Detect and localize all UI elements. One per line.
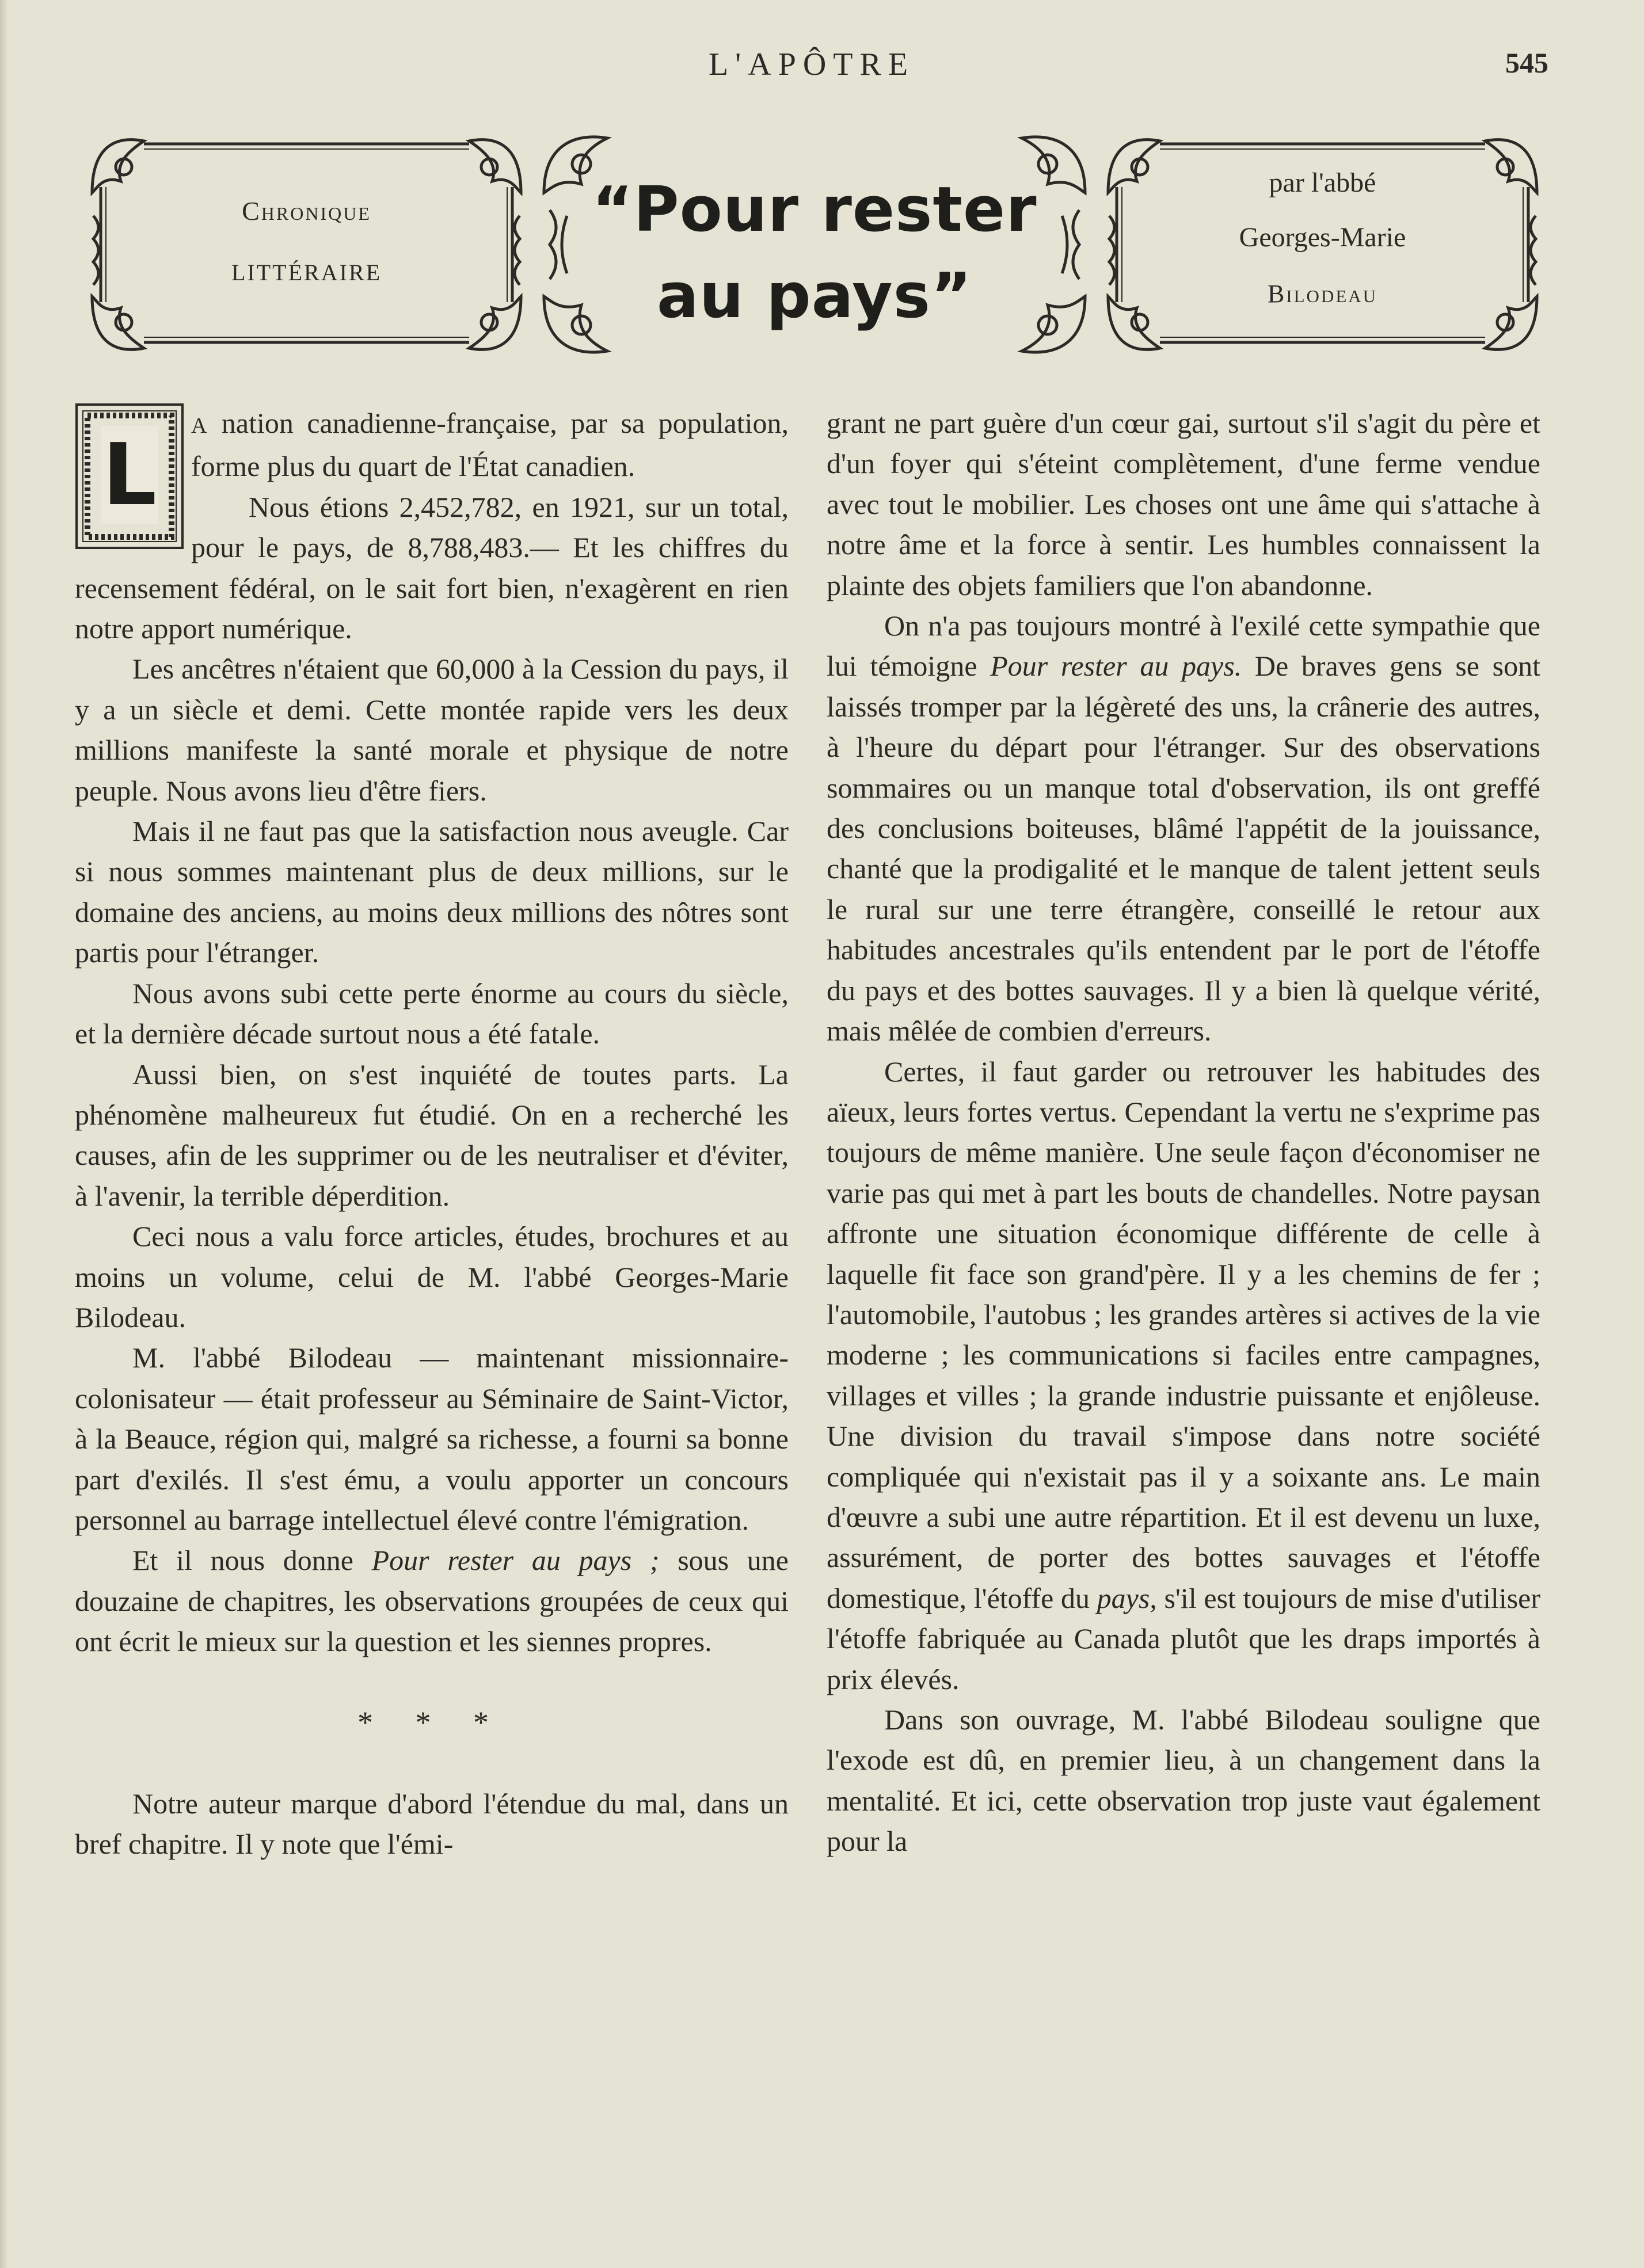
paragraph: Aussi bien, on s'est inquiété de toutes parts. La phénomène malheureux fut étudié. On en a recherché les causes, afin de les supprimer ou de les neutraliser et d'éviter, à l'avenir, la terrible déperdition. [75,1058,789,1212]
running-head [0,46,1644,92]
section-separator: * * * [357,1705,506,1740]
paragraph: grant ne part guère d'un cœur gai, surtout s'il s'agit du père et d'un foyer qui s'éteint complètement, d'une ferme vendue avec tout le mobilier. Les choses ont une âme qui s'attache à notre âme et la force à sentir. Les humbles connaissent la plainte des objets familiers que l'on abandonne. [827,407,1540,601]
headline-line-1: “Pour rester [592,174,1037,246]
paragraph-text: nation canadienne-française, par sa population, forme plus du quart de l'État canadien. [191,407,789,483]
page-number: 545 [1505,47,1548,79]
byline-firstname: Georges-Marie [1239,222,1406,253]
headline [527,167,1102,340]
drop-cap-letter: L [101,426,158,524]
paragraph [75,403,789,524]
byline-frame [1097,124,1548,365]
headline-frame [527,124,1102,365]
section-frame [81,124,532,365]
paragraph-text: s'il est toujours de mise d'utiliser l'étoffe fabriquée au Canada plutôt que les draps importés à prix élevés. [827,1581,1541,1695]
book-title: Pour rester au pays ; [371,1544,660,1577]
paragraph: Notre auteur marque d'abord l'étendue du mal, dans un bref chapitre. Il y note que l'émi- [75,1787,789,1860]
paragraph-text: On n'a pas toujours montré à l'exilé cette sympathie que lui témoigne [827,609,1540,683]
paragraph: Les ancêtres n'étaient que 60,000 à la Cession du pays, il y a un siècle et demi. Cette montée rapide vers les deux millions manifeste la santé morale et physique de notre peuple. Nous avons lieu d'être fiers. [75,653,789,807]
paragraph [827,1051,1540,1700]
byline-surname: Bilodeau [1267,280,1378,308]
paragraph: Nous étions 2,452,782, en 1921, sur un total, pour le pays, de 8,788,483.— Et les chiffres du recensement fédéral, on le sait fort bien, n'exagèrent en rien notre apport numérique. [75,490,789,645]
article-column-left [75,403,789,1864]
drop-cap [75,403,184,550]
paragraph-text: sous une douzaine de chapitres, les observations groupées de ceux qui ont écrit le mieux sur la question et les siennes propres. [75,1544,789,1658]
running-title: L'APÔTRE [708,47,915,82]
small-capital: A [191,414,208,438]
headline-line-2: au pays” [657,260,972,332]
paragraph: Mais il ne faut pas que la satisfaction nous aveugle. Car si nous sommes maintenant plus de deux millions, sur le domaine des anciens, au moins deux millions des nôtres sont partis pour l'étranger. [75,815,789,969]
paragraph-text: Certes, il faut garder ou retrouver les habitudes des aïeux, leurs fortes vertus. Cependant la vertu ne s'exprime pas toujours de même manière. Une seule façon d'économiser ne varie pas qui met à part les bouts de chandelles. Notre paysan affronte une situation économique différente de celle à laquelle fit face son grand'père. Il y a les chemins de fer ; l'automobile, l'autobus ; les grandes artères si actives de la vie moderne ; les communications si faciles entre campagnes, villages et villes ; la grande industrie puissante et enjôleuse. Une division du travail s'impose dans notre société compliquée qui n'existait pas il y a soixante ans. Le main d'œuvre a subi une autre répartition. Et il est devenu un luxe, assurément, de porter des bottes sauvages et l'étoffe domestique, l'étoffe du [827,1055,1540,1614]
ornamental-frame-left [81,124,532,365]
paragraph-text: De braves gens se sont laissés tromper par la légèreté des uns, la crânerie des autres, à l'heure du départ pour l'étranger. Sur des observations sommaires ou un manque total d'observation, ils ont greffé des conclusions boiteuses, blâmé l'appétit de la jouissance, chanté que la prodigalité et le manque de talent jettent seuls le rural sur une terre étrangère, conseillé le retour aux habitudes ancestrales qu'ils entendent par le port de l'étoffe du pays et des bottes sauvages. Il y a bien là quelque vérité, mais mêlée de combien d'erreurs. [827,650,1541,1047]
paragraph-text: Et il nous donne [132,1544,372,1577]
book-title: Pour rester au pays. [990,650,1242,683]
title-banner [81,124,1540,365]
section-sublabel: LITTÉRAIRE [231,260,382,285]
page-edge [0,0,8,2268]
article-column-right [827,403,1540,1862]
byline-prefix: par l'abbé [1269,167,1376,198]
section-label: Chronique [242,196,371,226]
paragraph: M. l'abbé Bilodeau — maintenant missionnaire-colonisateur — était professeur au Séminaire de Saint-Victor, à la Beauce, région qui, malgré sa richesse, a fourni sa bonne part d'exilés. Il s'est ému, a voulu apporter un concours personnel au barrage intellectuel élevé contre l'émigration. [75,1341,789,1536]
italic-word: pays, [1097,1581,1157,1614]
paragraph [827,605,1540,1051]
paragraph: Ceci nous a valu force articles, études, brochures et au moins un volume, celui de M. l'abbé Georges-Marie Bilodeau. [75,1220,789,1333]
paragraph [75,1540,789,1661]
paragraph: Nous avons subi cette perte énorme au cours du siècle, et la dernière décade surtout nous a été fatale. [75,977,789,1050]
paragraph: Dans son ouvrage, M. l'abbé Bilodeau souligne que l'exode est dû, en premier lieu, à un changement dans la mentalité. Et ici, cette observation trop juste vaut également pour la [827,1703,1540,1858]
